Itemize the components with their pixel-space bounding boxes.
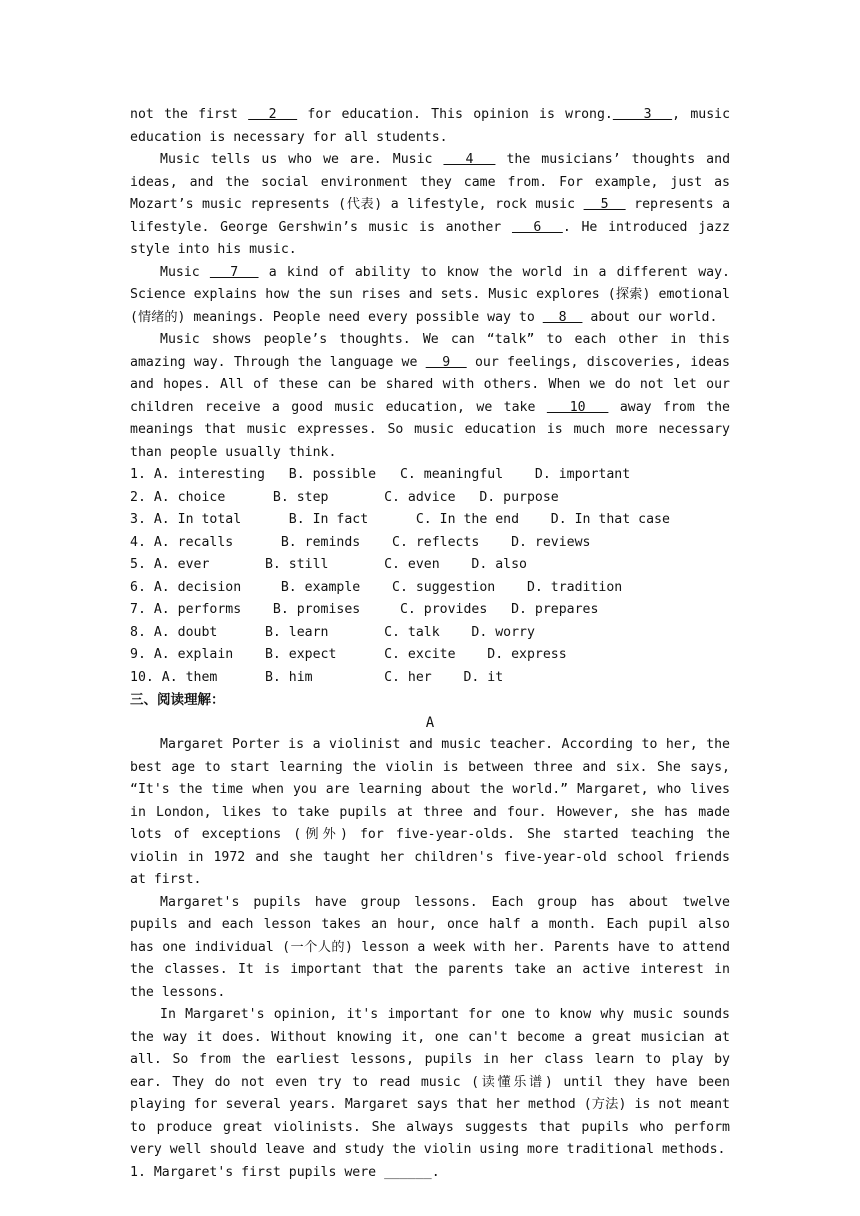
text: not the first — [130, 107, 249, 122]
option-row-3: 3. A. In total B. In fact C. In the end D. In that case — [130, 512, 670, 527]
section-title: 三、阅读理解： — [130, 692, 225, 708]
option-row-1: 1. A. interesting B. possible C. meaningful D. important — [130, 467, 631, 482]
text: our feelings, discoveries, ideas and hopes. All of these can be shared with others. When we do not let our children receive a good music education, we take — [130, 354, 730, 415]
option-row-5: 5. A. ever B. still C. even D. also — [130, 557, 527, 572]
cloze-paragraph-3 — [130, 329, 730, 464]
text: for education. This opinion is wrong. — [297, 107, 613, 122]
cloze-paragraph-0 — [130, 104, 730, 149]
text: represents a lifestyle. George Gershwin’s music is another — [130, 197, 731, 235]
option-row-10: 10. A. them B. him C. her D. it — [130, 669, 504, 685]
document-page — [130, 104, 730, 1184]
option-row-2: 2. A. choice B. step C. advice D. purpose — [130, 489, 559, 505]
option-row-6: 6. A. decision B. example C. suggestion D. tradition — [130, 579, 623, 595]
blank-7: 7 — [209, 264, 259, 280]
cloze-paragraph-1 — [130, 149, 730, 262]
text: the musicians’ thoughts and ideas, and the social environment they came from. For example, just as Mozart’s music represents (代表) a lifestyle, rock music — [130, 152, 731, 212]
option-row-8: 8. A. doubt B. learn C. talk D. worry — [130, 624, 535, 640]
blank-3: 3 — [612, 107, 673, 122]
text: Music tells us who we are. Music — [160, 152, 444, 167]
text: about our world. — [582, 309, 718, 325]
blank-5: 5 — [583, 197, 626, 212]
option-row-7: 7. A. performs B. promises C. provides D. prepares — [130, 602, 599, 617]
passage-label: A — [425, 714, 435, 731]
option-row-9: 9. A. explain B. expect C. excite D. express — [130, 647, 567, 662]
blank-9: 9 — [425, 354, 467, 370]
text: Music — [160, 264, 210, 280]
reading-paragraph-2: Margaret's pupils have group lessons. Each group has about twelve pupils and each lesson takes an hour, once half a month. Each pupil also has one individual (一个人的) lesson a week with her. Parents have to attend the classes. It is important that the parents take an active interest in the lessons. — [130, 894, 730, 1000]
option-row-4: 4. A. recalls B. reminds C. reflects D. reviews — [130, 534, 591, 550]
blank-2: 2 — [248, 107, 298, 122]
text: away from the meanings that music expresses. So music education is much more necessary than people usually think. — [130, 399, 730, 460]
reading-paragraph-3: In Margaret's opinion, it's important for one to know why music sounds the way it does. Without knowing it, one can't become a great musician at all. So from the earliest lessons, pupils in her class learn to play by ear. They do not even try to read music (读懂乐谱) until they have been playing for several years. Margaret says that her method (方法) is not meant to produce great violinists. She always suggests that pupils who perform very well should leave and study the violin using more traditional methods. — [130, 1007, 730, 1157]
blank-4: 4 — [443, 152, 496, 167]
text: a kind of ability to know the world in a different way. Science explains how the sun rises and sets. Music explores (探索) emotional (情绪的) meanings. People need every possible way to — [130, 264, 730, 325]
question-1: 1. Margaret's first pupils were ______. — [130, 1164, 440, 1180]
text: , music education is necessary for all students. — [130, 107, 731, 145]
text: Music shows people’s thoughts. We can “talk” to each other in this amazing way. Through the language we — [130, 332, 730, 370]
blank-10: 10 — [546, 399, 609, 415]
text: . He introduced jazz style into his music. — [130, 219, 730, 257]
blank-6: 6 — [511, 219, 563, 235]
reading-paragraph-1: Margaret Porter is a violinist and music teacher. According to her, the best age to start learning the violin is between three and six. She says, “It's the time when you are learning about the world.” Margaret, who lives in London, likes to take pupils at three and four. However, she has made lots of exceptions (例外) for five-year-olds. She started teaching the violin in 1972 and she taught her children's five-year-old school friends at first. — [130, 737, 730, 887]
blank-8: 8 — [542, 309, 583, 325]
cloze-options-list — [130, 464, 730, 689]
cloze-paragraph-2 — [130, 262, 730, 330]
